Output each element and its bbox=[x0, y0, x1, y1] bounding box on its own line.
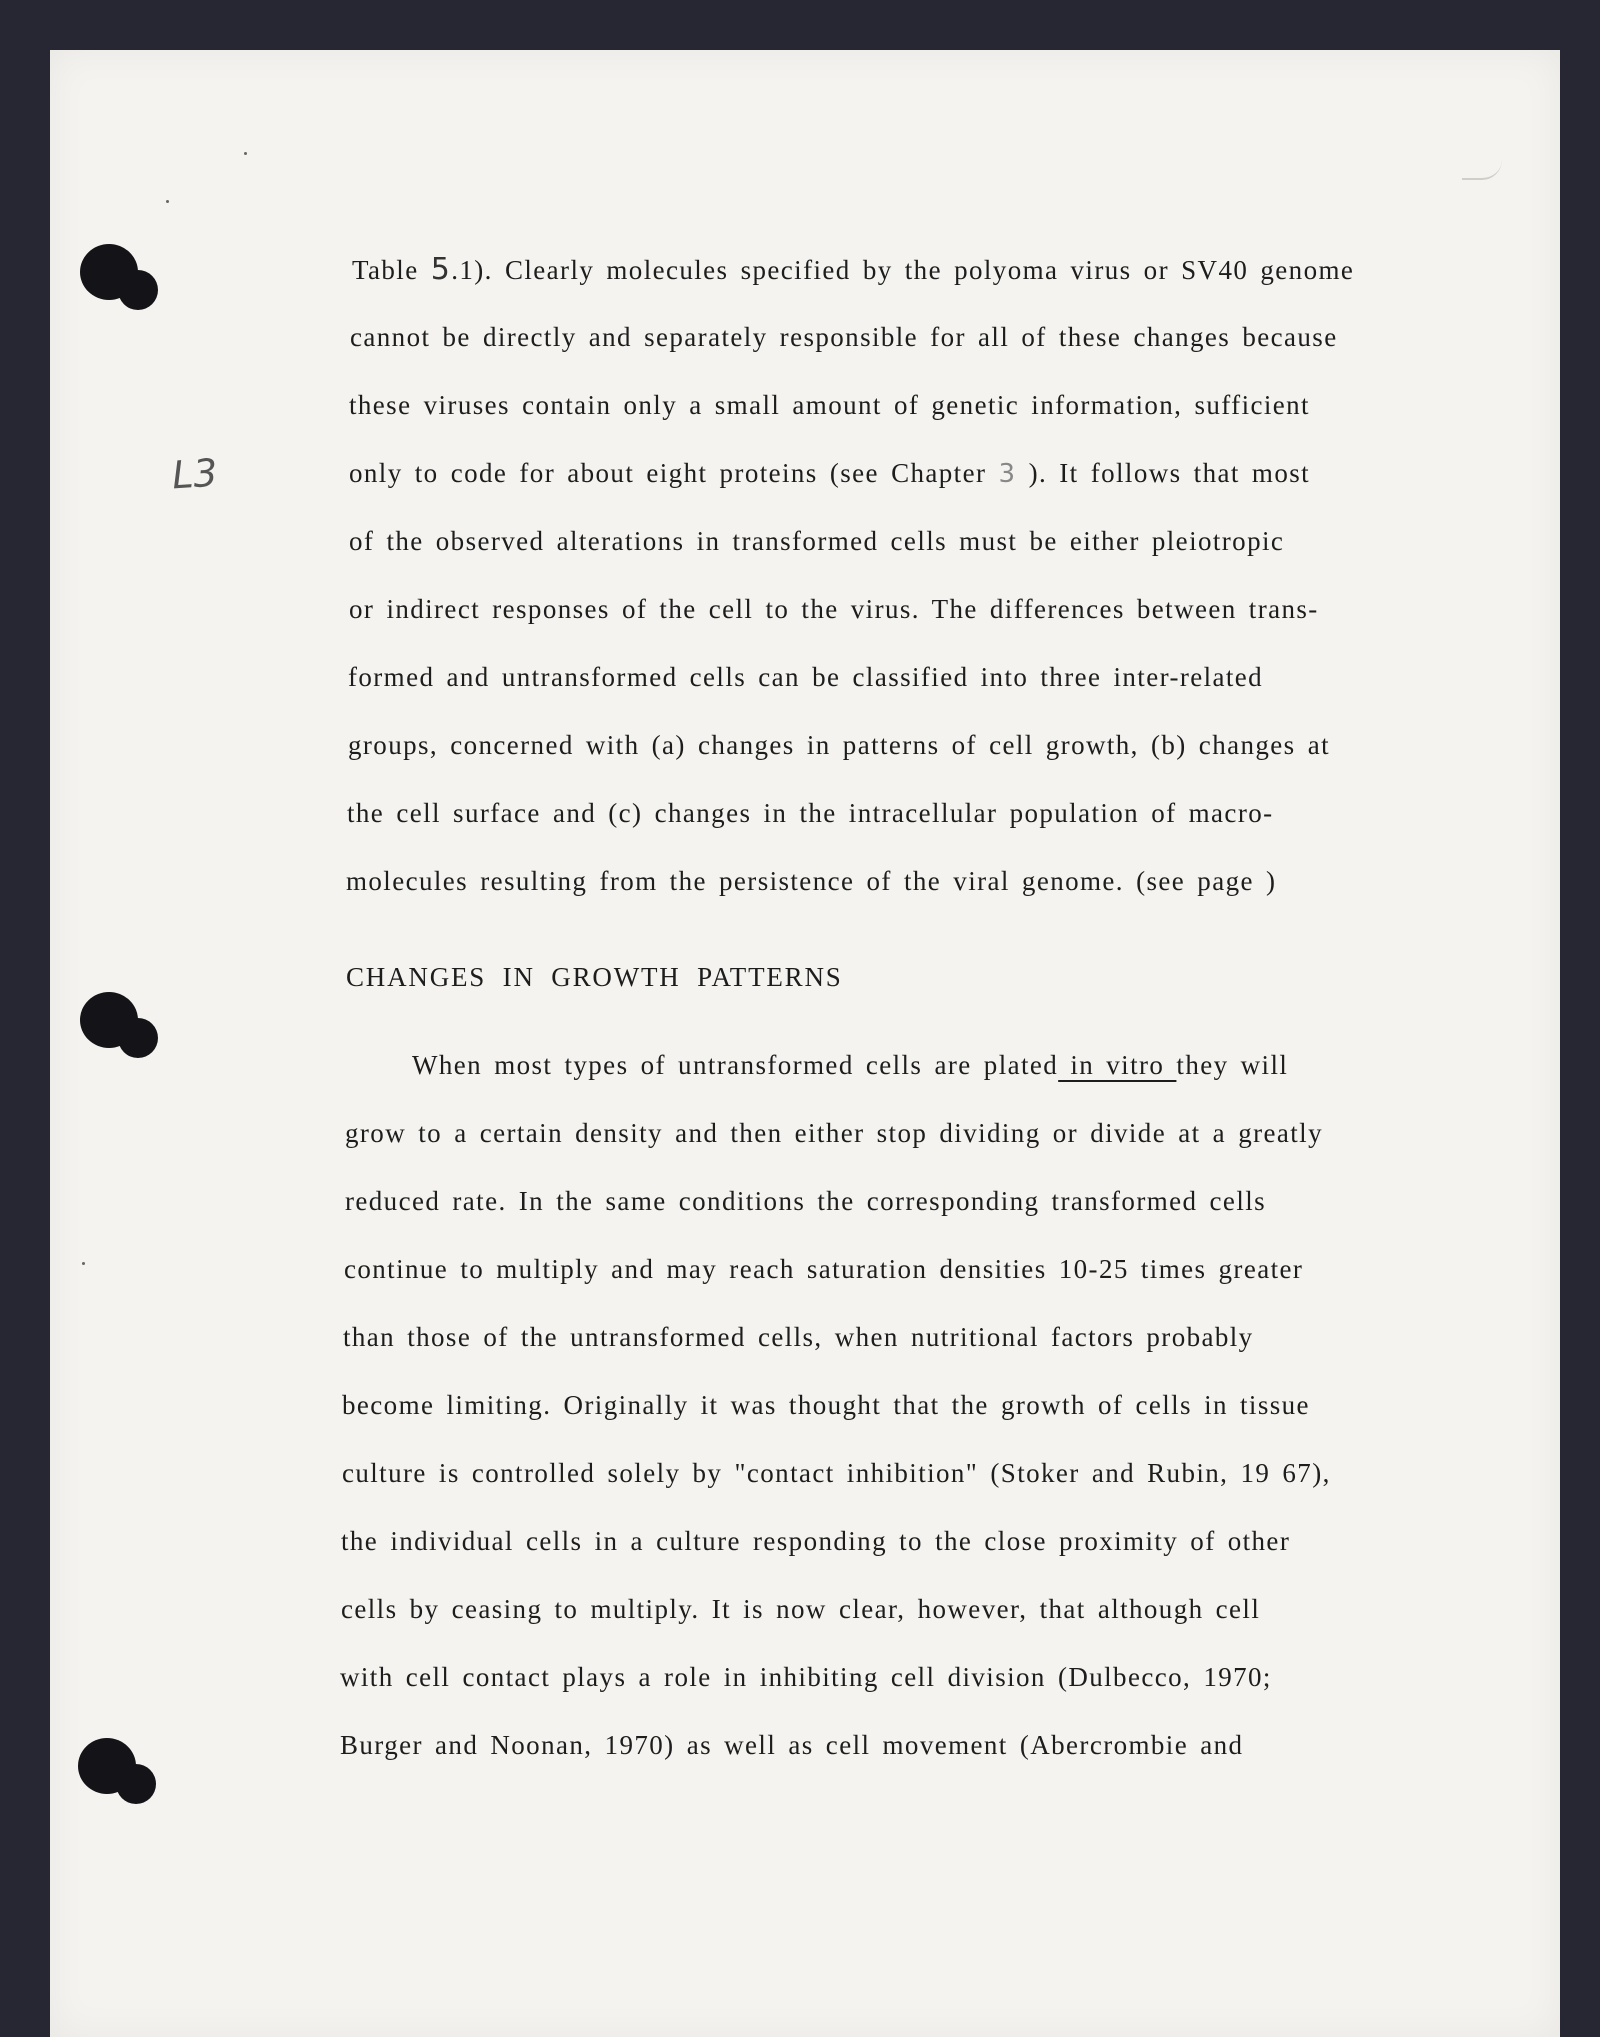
text-run: .1). Clearly molecules specified by the polyoma virus or SV40 genome bbox=[451, 255, 1355, 285]
paragraph2-line10: with cell contact plays a role in inhibiting cell division (Dulbecco, 1970; bbox=[340, 1662, 1272, 1692]
margin-note: L3 bbox=[170, 450, 219, 498]
speck bbox=[82, 1262, 85, 1265]
paragraph1-line3: these viruses contain only a small amount of genetic information, sufficient bbox=[349, 390, 1310, 420]
paragraph2-line3: reduced rate. In the same conditions the corresponding transformed cells bbox=[345, 1186, 1267, 1216]
paragraph2-line5: than those of the untransformed cells, when nutritional factors probably bbox=[343, 1322, 1254, 1352]
section-heading: CHANGES IN GROWTH PATTERNS bbox=[346, 962, 843, 992]
punch-hole-bottom bbox=[78, 1738, 136, 1794]
paragraph2-line1 bbox=[412, 1050, 1288, 1081]
paragraph2-line2: grow to a certain density and then either stop dividing or divide at a greatly bbox=[345, 1118, 1323, 1148]
paragraph2-line11: Burger and Noonan, 1970) as well as cell movement (Abercrombie and bbox=[340, 1730, 1244, 1760]
paragraph2-line7: culture is controlled solely by "contact inhibition" (Stoker and Rubin, 19 67), bbox=[342, 1458, 1331, 1488]
underlined-term: in vitro bbox=[1058, 1050, 1177, 1080]
paragraph1-line10: molecules resulting from the persistence of the viral genome. (see page ) bbox=[346, 866, 1277, 896]
text-run: When most types of untransformed cells are plated bbox=[412, 1050, 1059, 1080]
speck bbox=[166, 200, 169, 203]
handwritten-number: 5 bbox=[430, 252, 452, 287]
paragraph1-line6: or indirect responses of the cell to the virus. The differences between trans- bbox=[349, 594, 1319, 624]
text-run: they will bbox=[1176, 1050, 1289, 1080]
punch-hole-middle bbox=[80, 992, 138, 1048]
paragraph1-line4 bbox=[349, 458, 1310, 489]
text-run: Table bbox=[352, 255, 431, 285]
paragraph1-line9: the cell surface and (c) changes in the intracellular population of macro- bbox=[347, 798, 1274, 828]
paragraph1-line1 bbox=[352, 252, 1354, 287]
paragraph1-line8: groups, concerned with (a) changes in patterns of cell growth, (b) changes at bbox=[348, 730, 1331, 760]
paragraph1-line7: formed and untransformed cells can be classified into three inter-related bbox=[348, 662, 1264, 692]
paragraph2-line8: the individual cells in a culture responding to the close proximity of other bbox=[341, 1526, 1291, 1556]
paragraph1-line5: of the observed alterations in transformed cells must be either pleiotropic bbox=[349, 526, 1285, 556]
text-run: ). It follows that most bbox=[1016, 458, 1311, 488]
paragraph2-line4: continue to multiply and may reach saturation densities 10-25 times greater bbox=[344, 1254, 1304, 1284]
paragraph2-line9: cells by ceasing to multiply. It is now clear, however, that although cell bbox=[341, 1594, 1261, 1624]
punch-hole-top bbox=[80, 244, 138, 300]
pencil-mark bbox=[1462, 160, 1502, 180]
text-run: only to code for about eight proteins (see Chapter bbox=[349, 458, 999, 488]
speck bbox=[244, 152, 247, 155]
handwritten-number: 3 bbox=[998, 459, 1017, 489]
paragraph2-line6: become limiting. Originally it was thought that the growth of cells in tissue bbox=[342, 1390, 1310, 1420]
paragraph1-line2: cannot be directly and separately responsible for all of these changes because bbox=[350, 322, 1338, 352]
